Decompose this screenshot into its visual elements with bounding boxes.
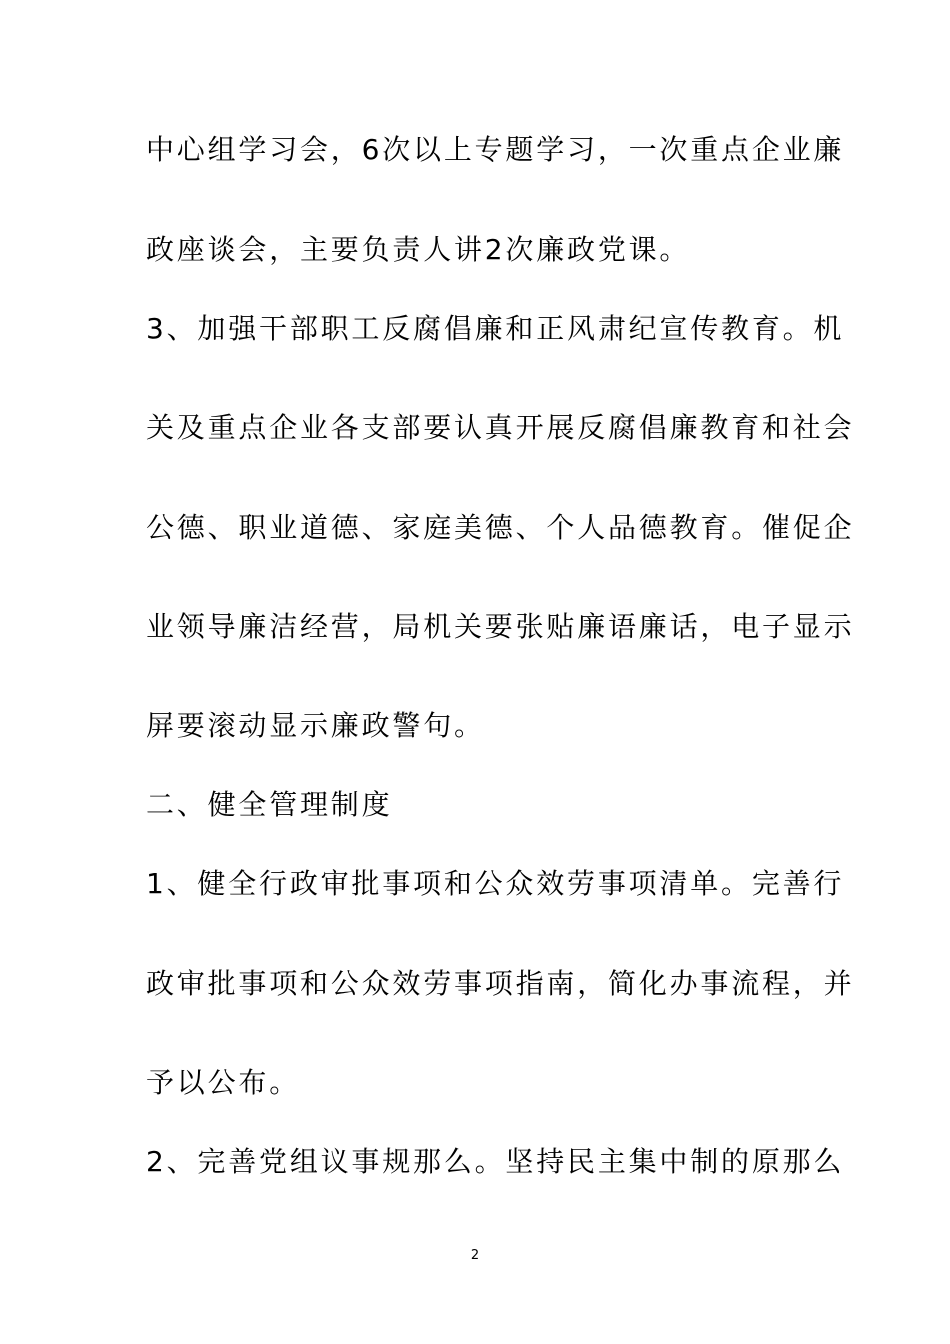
text-line: 关及重点企业各支部要认真开展反腐倡廉教育和社会 <box>146 411 855 444</box>
text-line: 政审批事项和公众效劳事项指南，简化办事流程，并 <box>146 967 855 1000</box>
text-line: 2、完善党组议事规那么。坚持民主集中制的原那么 <box>146 1145 845 1178</box>
text-line: 业领导廉洁经营，局机关要张贴廉语廉话，电子显示 <box>146 610 855 643</box>
text-line: 政座谈会，主要负责人讲2次廉政党课。 <box>146 233 691 266</box>
section-heading: 二、健全管理制度 <box>146 788 393 821</box>
text-line: 予以公布。 <box>146 1066 301 1099</box>
page-number: 2 <box>470 1248 480 1263</box>
text-line: 3、加强干部职工反腐倡廉和正风肃纪宣传教育。机 <box>146 312 845 345</box>
text-line: 中心组学习会，6次以上专题学习，一次重点企业廉 <box>146 133 845 166</box>
text-line: 1、健全行政审批事项和公众效劳事项清单。完善行 <box>146 867 845 900</box>
text-line: 公德、职业道德、家庭美德、个人品德教育。催促企 <box>146 511 855 544</box>
text-line: 屏要滚动显示廉政警句。 <box>146 709 485 742</box>
